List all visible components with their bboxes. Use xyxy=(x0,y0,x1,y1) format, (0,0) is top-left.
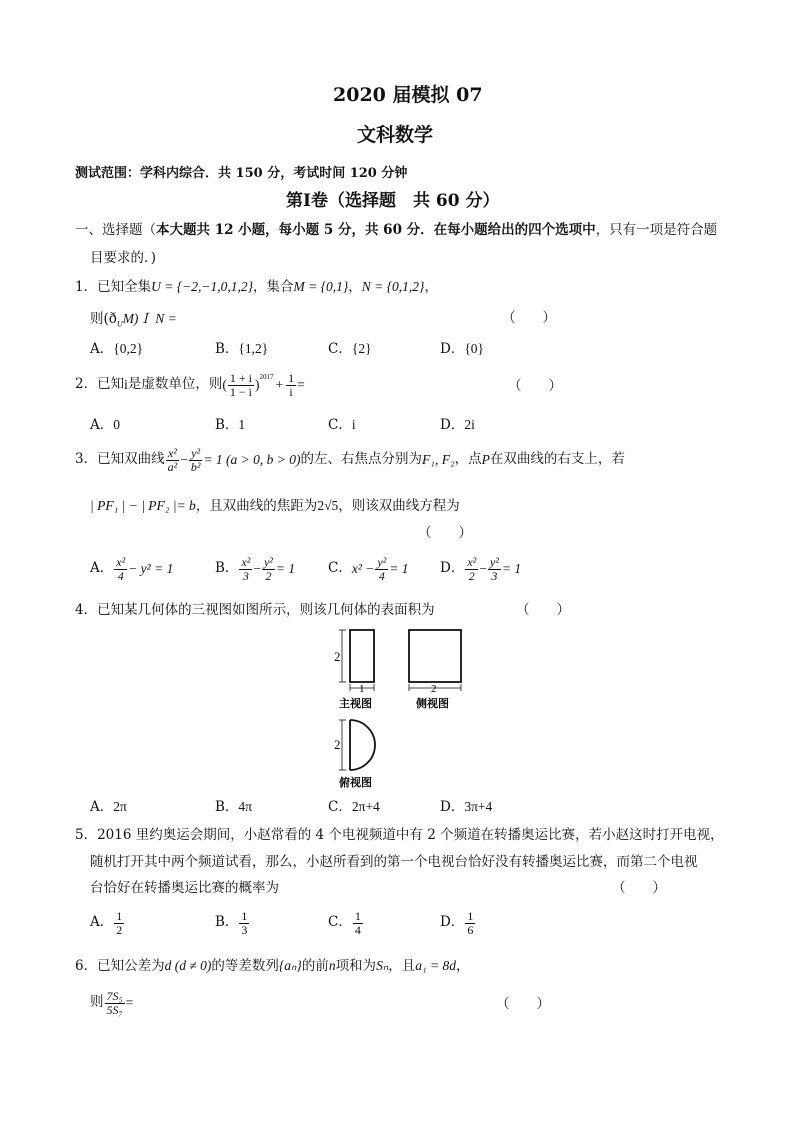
q3-text-f: ，则该双曲线方程为 xyxy=(338,498,460,514)
q3-option-b-tail: = 1 xyxy=(275,561,296,577)
q3-text-b: 的左、右焦点分别为 xyxy=(300,451,423,468)
q1-option-d xyxy=(440,342,484,357)
q3-ob-num1: x² xyxy=(241,555,251,569)
q4-option-a-label: A． xyxy=(90,799,114,815)
q5-option-b xyxy=(215,910,250,936)
q1-number: 1． xyxy=(75,279,98,295)
q2-option-b-label: B． xyxy=(215,417,239,433)
q1-option-b-text: {1,2} xyxy=(238,341,269,356)
q5-option-a-label: A． xyxy=(90,914,114,931)
q5-text-1: 2016 里约奥运会期间，小赵常看的 4 个电视频道中有 2 个频道在转播奥运比赛，若小赵这时打开电视， xyxy=(97,827,724,843)
q2-option-d xyxy=(440,418,475,433)
q1-set-m: M = {0,1} xyxy=(293,279,349,294)
q5-option-c xyxy=(328,910,364,936)
instr-part-d: ，只有一项是符合题 xyxy=(595,222,718,238)
q2-option-c-label: C． xyxy=(328,417,352,433)
q6-f-num: 7S₅ xyxy=(106,989,123,1003)
q1-complement-b: M)Ｉ N = xyxy=(122,311,177,326)
q6-eq: = xyxy=(125,995,134,1011)
q2-answer-paren: （ ） xyxy=(508,378,562,394)
q3-option-c-label: C． xyxy=(328,560,352,577)
q4-option-c xyxy=(328,800,380,815)
q6-a1: a₁ = 8d xyxy=(415,958,457,973)
q6-text-d: 项和为 xyxy=(335,958,377,974)
q1-set-n: N = {0,1,2} xyxy=(361,279,425,294)
q1-option-b-label: B． xyxy=(215,341,239,357)
q4-option-d xyxy=(440,800,492,815)
q3-text-e: ，且双曲线的焦距为 xyxy=(195,498,318,514)
q5-oa-den: 2 xyxy=(116,922,123,937)
q3-point-p: P xyxy=(481,452,490,468)
q6-sn: Sₙ xyxy=(376,958,389,973)
q3-option-c-tail: = 1 xyxy=(389,561,409,577)
q3-foci: F₁, F₂ xyxy=(422,452,455,468)
q3-od-den1: 2 xyxy=(468,568,475,583)
q3-minus: − xyxy=(180,452,188,468)
q6-d: d (d ≠ 0) xyxy=(164,958,212,973)
top-dim-h: 2 xyxy=(334,737,341,752)
q3-option-d-minus: − xyxy=(479,561,487,577)
q3-option-d-tail: = 1 xyxy=(501,561,522,577)
q1-option-a xyxy=(90,342,143,357)
q1-option-c-text: {2} xyxy=(351,341,372,356)
q6-line2 xyxy=(90,990,133,1016)
q3-fx-den: a² xyxy=(167,459,178,474)
q4-answer-paren: （ ） xyxy=(516,602,570,618)
q1-option-d-label: D． xyxy=(440,341,465,357)
q2-option-c-text: i xyxy=(351,417,356,432)
q5-option-a xyxy=(90,910,125,936)
q6-text-f: ， xyxy=(456,958,470,974)
q6-text-c: 的前 xyxy=(301,958,329,974)
q5-oc-num: 1 xyxy=(354,909,361,923)
q1-sep: ， xyxy=(348,279,362,295)
q1-answer-paren: （ ） xyxy=(502,310,556,326)
q5-option-d xyxy=(440,910,476,936)
q3-option-b xyxy=(215,556,295,582)
q3-option-a-tail: − y² = 1 xyxy=(128,561,174,577)
q3-option-d xyxy=(440,556,521,582)
q5-option-c-label: C． xyxy=(328,914,352,931)
q5-oa-num: 1 xyxy=(116,909,123,923)
q3-option-b-frac2 xyxy=(262,556,275,582)
q1-complement: 则(ð xyxy=(90,311,117,327)
q2-i: i xyxy=(124,377,128,393)
q1-text-b: ，集合 xyxy=(252,279,294,295)
q2-stem xyxy=(75,372,305,398)
q1-set-u: U = {−2,−1,0,1,2} xyxy=(151,279,253,294)
front-dim-h: 2 xyxy=(334,649,341,664)
q3-option-a-frac xyxy=(114,556,127,582)
q6-then: 则 xyxy=(90,994,104,1011)
q3-od-den2: 3 xyxy=(491,568,498,583)
instr-part-c: 四个选项中 xyxy=(528,222,596,238)
q6-text-b: 的等差数列 xyxy=(211,958,279,974)
instr-part-a: 一、选择题（ xyxy=(75,222,156,238)
q4-option-c-text: 2π+4 xyxy=(351,799,380,814)
q3-od-num2: y² xyxy=(489,555,499,569)
q3-text-a: 已知双曲线 xyxy=(97,451,165,468)
q5-option-a-frac xyxy=(114,910,124,936)
q2-text-b: 是虚数单位，则 xyxy=(127,376,223,393)
q3-fy-den: b² xyxy=(190,459,201,474)
q3-frac-y xyxy=(189,447,203,473)
q4-option-a-text: 2π xyxy=(113,799,127,814)
q3-text-d: 在双曲线的右支上，若 xyxy=(489,451,625,468)
q3-frac-x xyxy=(166,447,180,473)
q2-exponent: 2017 xyxy=(259,372,274,381)
q3-option-c-head: x² − xyxy=(351,561,375,577)
q2-f2-den: i xyxy=(289,384,293,399)
q1-text-a: 已知全集 xyxy=(97,279,152,295)
q4-text: 已知某几何体的三视图如图所示，则该几何体的表面积为 xyxy=(97,602,435,618)
q6-text-a: 已知公差为 xyxy=(97,958,165,974)
q1-line2 xyxy=(90,312,177,329)
q5-ob-num: 1 xyxy=(241,909,248,923)
q4-option-b xyxy=(215,800,252,815)
q2-option-c xyxy=(328,418,356,433)
instructions-line2: 目要求的．) xyxy=(90,250,157,266)
paper-subject: 文科数学 xyxy=(357,124,434,146)
q3-option-b-frac1 xyxy=(239,556,252,582)
front-dim-w: 1 xyxy=(359,683,365,695)
q6-fraction xyxy=(105,990,125,1016)
q5-option-d-label: D． xyxy=(440,914,465,931)
q5-option-b-frac xyxy=(239,910,249,936)
section-heading: 第Ⅰ卷（选择题 共 60 分） xyxy=(286,191,500,211)
q6-text-e: ，且 xyxy=(388,958,416,974)
q4-option-a xyxy=(90,800,127,815)
q3-option-b-label: B． xyxy=(215,560,239,577)
q1-option-b xyxy=(215,342,268,357)
q2-option-b-text: 1 xyxy=(238,417,246,432)
paper-title: 2020 届模拟 07 xyxy=(333,84,483,106)
q4-option-c-label: C． xyxy=(328,799,352,815)
q5-od-num: 1 xyxy=(467,909,474,923)
q1-option-c xyxy=(328,342,372,357)
top-view-label: 俯视图 xyxy=(339,776,372,789)
q1-text-c: ， xyxy=(424,279,438,295)
q3-number: 3． xyxy=(75,451,98,468)
q3-fy-num: y² xyxy=(191,446,201,460)
q3-oa-num: x² xyxy=(116,555,126,569)
q5-od-den: 6 xyxy=(467,922,474,937)
instructions-line1 xyxy=(75,224,717,238)
q1-option-a-label: A． xyxy=(90,341,114,357)
q4-number: 4． xyxy=(75,602,98,618)
q3-ob-den1: 3 xyxy=(242,568,249,583)
q5-answer-paren: （ ） xyxy=(612,880,666,896)
three-view-figure xyxy=(330,624,475,794)
q2-option-d-label: D． xyxy=(440,417,465,433)
q4-option-b-label: B． xyxy=(215,799,239,815)
q2-fraction-1 xyxy=(228,372,254,398)
q5-option-b-label: B． xyxy=(215,914,239,931)
q3-stem xyxy=(75,447,625,473)
q5-ob-den: 3 xyxy=(241,922,248,937)
q2-option-a-label: A． xyxy=(90,417,114,433)
q6-number: 6． xyxy=(75,958,98,974)
q3-condition: = 1 (a > 0, b > 0) xyxy=(203,452,301,468)
q6-f-den: 5S₇ xyxy=(106,1002,123,1017)
q3-fx-num: x² xyxy=(167,446,177,460)
q3-option-d-frac1 xyxy=(465,556,478,582)
q3-ob-num2: y² xyxy=(263,555,273,569)
q3-option-a-label: A． xyxy=(90,560,114,577)
q3-option-d-frac2 xyxy=(488,556,501,582)
q3-od-num1: x² xyxy=(467,555,477,569)
q2-number: 2． xyxy=(75,376,98,393)
q1-complement-sub: U xyxy=(116,319,123,329)
q3-focal-condition: | PF₁ | − | PF₂ |= b xyxy=(90,498,196,513)
q3-text-c: ，点 xyxy=(454,451,482,468)
side-view-label: 侧视图 xyxy=(416,697,449,710)
q5-number: 5． xyxy=(75,827,98,843)
q3-option-a xyxy=(90,556,173,582)
q6-stem xyxy=(75,959,470,974)
q1-option-a-text: {0,2} xyxy=(113,341,144,356)
q5-option-c-frac xyxy=(353,910,363,936)
instr-part-b: 本大题共 12 小题，每小题 5 分，共 60 分．在每小题给出的 xyxy=(156,222,529,238)
front-view-rect xyxy=(350,630,374,682)
top-view-semicircle xyxy=(350,720,375,770)
side-view-rect xyxy=(409,630,461,682)
q2-eq: = xyxy=(297,377,305,393)
q6-seq: {aₙ} xyxy=(278,958,302,973)
q3-oa-den: 4 xyxy=(117,568,124,583)
q2-paren-open: ( xyxy=(222,377,227,393)
q2-option-a-text: 0 xyxy=(113,417,120,432)
q6-answer-paren: （ ） xyxy=(496,996,550,1012)
q1-option-c-label: C． xyxy=(328,341,352,357)
q3-line2 xyxy=(90,499,460,514)
q5-line1 xyxy=(75,829,724,843)
q5-oc-den: 4 xyxy=(354,922,361,937)
q2-option-b xyxy=(215,418,245,433)
q2-fraction-2 xyxy=(286,372,296,398)
q3-ob-den2: 2 xyxy=(265,568,272,583)
q2-paren-close: ) xyxy=(254,377,260,393)
q3-option-d-label: D． xyxy=(440,560,465,577)
q4-option-d-label: D． xyxy=(440,799,465,815)
q3-focal-length: 2√5 xyxy=(317,498,339,513)
q3-oc-den: 4 xyxy=(378,568,385,583)
q5-line2: 随机打开其中两个频道试看，那么，小赵所看到的第一个电视台恰好没有转播奥运比赛，而第二个电视 xyxy=(90,854,698,870)
q2-f1-den: 1 − i xyxy=(229,384,252,399)
q6-n: n xyxy=(328,958,336,973)
q2-f2-num: 1 xyxy=(288,371,295,385)
q4-option-b-text: 4π xyxy=(238,799,252,814)
q3-option-c xyxy=(328,556,409,582)
q5-option-d-frac xyxy=(465,910,475,936)
q3-option-c-frac xyxy=(375,556,388,582)
front-view-label: 主视图 xyxy=(339,697,372,710)
q5-line3: 台恰好在转播奥运比赛的概率为 xyxy=(90,880,279,896)
q2-plus: + xyxy=(275,377,284,393)
side-dim-w: 2 xyxy=(431,683,437,695)
q2-option-a xyxy=(90,418,120,433)
q4-option-d-text: 3π+4 xyxy=(464,799,493,814)
q1-stem xyxy=(75,280,438,295)
q3-answer-paren: （ ） xyxy=(418,525,472,541)
q2-text-a: 已知 xyxy=(97,376,125,393)
q2-option-d-text: 2i xyxy=(464,417,475,432)
q3-oc-num: y² xyxy=(377,555,387,569)
q1-option-d-text: {0} xyxy=(464,341,485,356)
test-scope: 测试范围：学科内综合．共 150 分，考试时间 120 分钟 xyxy=(75,166,408,181)
q4-stem xyxy=(75,604,435,618)
q2-f1-num: 1 + i xyxy=(229,371,252,385)
q3-option-b-minus: − xyxy=(253,561,261,577)
